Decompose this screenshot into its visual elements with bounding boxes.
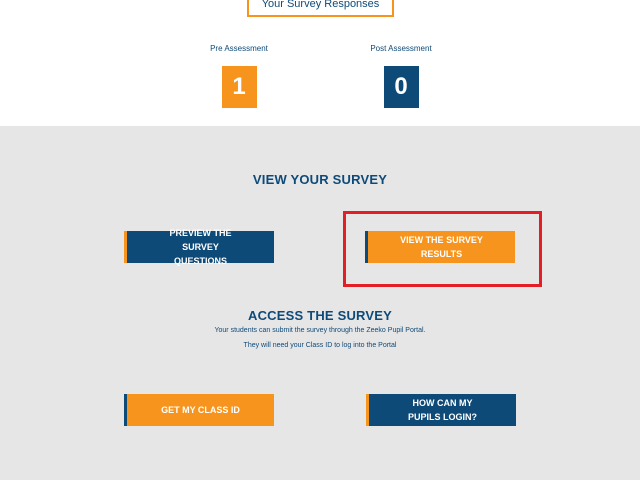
pre-assessment-count: 1 bbox=[222, 66, 257, 108]
responses-panel bbox=[0, 0, 640, 126]
view-results-label: VIEW THE SURVEY RESULTS bbox=[400, 235, 483, 259]
pupils-login-button[interactable] bbox=[366, 394, 516, 426]
access-info-line-1: Your students can submit the survey through the Zeeko Pupil Portal. bbox=[214, 327, 426, 334]
pupils-login-label: HOW CAN MY PUPILS LOGIN? bbox=[407, 398, 477, 422]
post-assessment-count: 0 bbox=[384, 66, 419, 108]
view-survey-heading: VIEW YOUR SURVEY bbox=[252, 172, 388, 187]
get-class-id-label: GET MY CLASS ID bbox=[161, 405, 240, 415]
preview-survey-button[interactable] bbox=[124, 228, 274, 266]
get-class-id-button[interactable] bbox=[124, 394, 274, 426]
pre-assessment-block bbox=[199, 42, 279, 108]
access-survey-heading: ACCESS THE SURVEY bbox=[247, 308, 393, 323]
survey-responses-tab[interactable]: Your Survey Responses bbox=[247, 0, 394, 17]
view-results-button[interactable] bbox=[365, 231, 515, 263]
post-assessment-block bbox=[361, 42, 441, 108]
access-info-line-2: They will need your Class ID to log into the Portal bbox=[243, 342, 397, 349]
preview-survey-label: PREVIEW THE SURVEY QUESTIONS bbox=[169, 228, 232, 266]
post-assessment-label: Post Assessment bbox=[370, 44, 432, 53]
pre-assessment-label: Pre Assessment bbox=[210, 44, 268, 53]
